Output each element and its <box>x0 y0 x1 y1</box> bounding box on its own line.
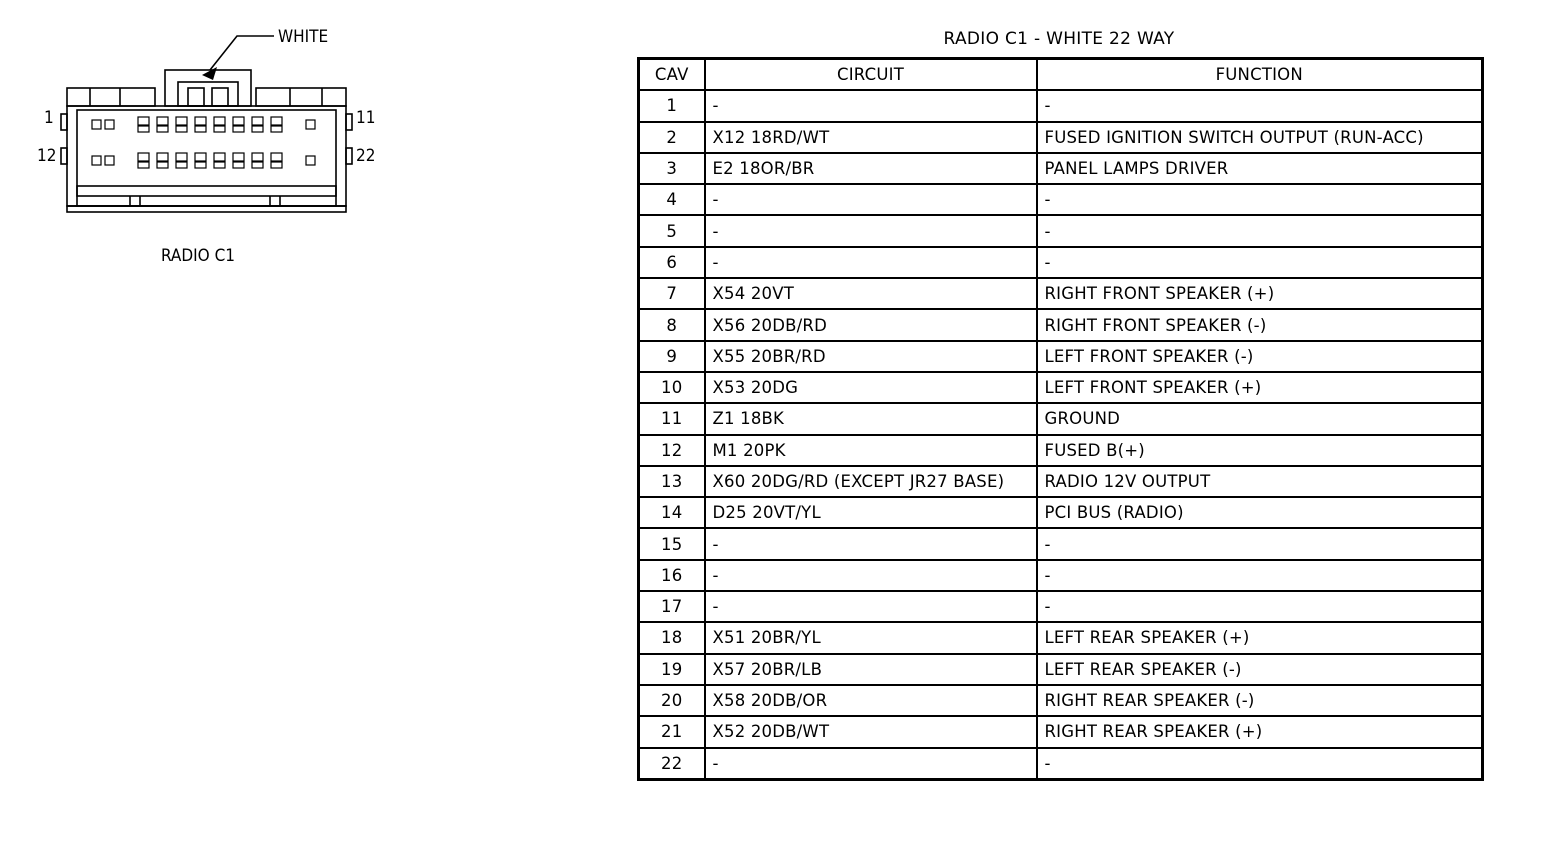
table-row <box>639 309 1483 340</box>
circuit-cell: X51 20BR/YL <box>705 622 1037 653</box>
function-cell: FUSED IGNITION SWITCH OUTPUT (RUN-ACC) <box>1037 122 1483 153</box>
circuit-cell: - <box>705 748 1037 780</box>
table-row <box>639 591 1483 622</box>
table-header-row <box>639 59 1483 91</box>
table-row <box>639 497 1483 528</box>
cav-cell: 4 <box>639 184 705 215</box>
function-cell: PANEL LAMPS DRIVER <box>1037 153 1483 184</box>
pin-label-bottom-right: 22 <box>356 146 376 166</box>
pin-label-top-left: 1 <box>44 108 54 128</box>
pin-label-bottom-left: 12 <box>37 146 57 166</box>
cav-cell: 10 <box>639 372 705 403</box>
table-row <box>639 153 1483 184</box>
cav-cell: 18 <box>639 622 705 653</box>
function-cell: RIGHT REAR SPEAKER (-) <box>1037 685 1483 716</box>
cav-cell: 13 <box>639 466 705 497</box>
function-cell: RIGHT FRONT SPEAKER (-) <box>1037 309 1483 340</box>
circuit-cell: X60 20DG/RD (EXCEPT JR27 BASE) <box>705 466 1037 497</box>
function-cell: - <box>1037 748 1483 780</box>
cav-cell: 19 <box>639 654 705 685</box>
function-cell: - <box>1037 215 1483 246</box>
table-row <box>639 403 1483 434</box>
circuit-cell: - <box>705 591 1037 622</box>
circuit-cell: X53 20DG <box>705 372 1037 403</box>
cav-cell: 3 <box>639 153 705 184</box>
circuit-cell: D25 20VT/YL <box>705 497 1037 528</box>
circuit-cell: Z1 18BK <box>705 403 1037 434</box>
function-cell: LEFT REAR SPEAKER (+) <box>1037 622 1483 653</box>
cav-cell: 2 <box>639 122 705 153</box>
header-circuit: CIRCUIT <box>705 59 1037 91</box>
table-title: RADIO C1 - WHITE 22 WAY <box>943 29 1175 49</box>
table-row <box>639 372 1483 403</box>
cav-cell: 12 <box>639 435 705 466</box>
cav-cell: 6 <box>639 247 705 278</box>
function-cell: GROUND <box>1037 403 1483 434</box>
circuit-cell: E2 18OR/BR <box>705 153 1037 184</box>
table-row <box>639 748 1483 780</box>
function-cell: LEFT FRONT SPEAKER (+) <box>1037 372 1483 403</box>
function-cell: - <box>1037 560 1483 591</box>
circuit-cell: - <box>705 560 1037 591</box>
connector-caption: RADIO C1 <box>161 246 235 266</box>
table-row <box>639 435 1483 466</box>
function-cell: - <box>1037 528 1483 559</box>
cav-cell: 17 <box>639 591 705 622</box>
circuit-cell: X57 20BR/LB <box>705 654 1037 685</box>
table-row <box>639 341 1483 372</box>
circuit-cell: X52 20DB/WT <box>705 716 1037 747</box>
connector-color-label: WHITE <box>278 27 329 47</box>
cavity-grid <box>92 117 315 168</box>
cav-cell: 14 <box>639 497 705 528</box>
circuit-cell: X58 20DB/OR <box>705 685 1037 716</box>
function-cell: PCI BUS (RADIO) <box>1037 497 1483 528</box>
cav-cell: 22 <box>639 748 705 780</box>
circuit-cell: M1 20PK <box>705 435 1037 466</box>
table-row <box>639 560 1483 591</box>
circuit-cell: - <box>705 90 1037 121</box>
function-cell: - <box>1037 184 1483 215</box>
cav-cell: 7 <box>639 278 705 309</box>
cav-cell: 9 <box>639 341 705 372</box>
connector-diagram <box>30 20 390 270</box>
function-cell: - <box>1037 591 1483 622</box>
circuit-cell: X55 20BR/RD <box>705 341 1037 372</box>
cav-cell: 8 <box>639 309 705 340</box>
circuit-cell: X54 20VT <box>705 278 1037 309</box>
cav-cell: 16 <box>639 560 705 591</box>
table-row <box>639 685 1483 716</box>
table-row <box>639 122 1483 153</box>
table-row <box>639 622 1483 653</box>
cav-cell: 11 <box>639 403 705 434</box>
cavity-row-top <box>92 117 315 132</box>
table-row <box>639 528 1483 559</box>
circuit-cell: - <box>705 215 1037 246</box>
header-function: FUNCTION <box>1037 59 1483 91</box>
function-cell: FUSED B(+) <box>1037 435 1483 466</box>
header-cav: CAV <box>639 59 705 91</box>
circuit-cell: - <box>705 247 1037 278</box>
table-row <box>639 716 1483 747</box>
cav-cell: 15 <box>639 528 705 559</box>
table-row <box>639 184 1483 215</box>
circuit-cell: - <box>705 184 1037 215</box>
cav-cell: 5 <box>639 215 705 246</box>
function-cell: - <box>1037 247 1483 278</box>
cav-cell: 21 <box>639 716 705 747</box>
table-row <box>639 654 1483 685</box>
circuit-cell: X12 18RD/WT <box>705 122 1037 153</box>
table-row <box>639 247 1483 278</box>
cavity-row-bottom <box>92 153 315 168</box>
pinout-table <box>637 57 1484 781</box>
function-cell: RIGHT FRONT SPEAKER (+) <box>1037 278 1483 309</box>
function-cell: RIGHT REAR SPEAKER (+) <box>1037 716 1483 747</box>
circuit-cell: X56 20DB/RD <box>705 309 1037 340</box>
table-row <box>639 215 1483 246</box>
callout-leader <box>210 36 274 70</box>
pin-label-top-right: 11 <box>356 108 376 128</box>
function-cell: RADIO 12V OUTPUT <box>1037 466 1483 497</box>
table-body <box>639 90 1483 779</box>
function-cell: - <box>1037 90 1483 121</box>
circuit-cell: - <box>705 528 1037 559</box>
function-cell: LEFT REAR SPEAKER (-) <box>1037 654 1483 685</box>
cav-cell: 20 <box>639 685 705 716</box>
cav-cell: 1 <box>639 90 705 121</box>
table-row <box>639 466 1483 497</box>
function-cell: LEFT FRONT SPEAKER (-) <box>1037 341 1483 372</box>
table-row <box>639 278 1483 309</box>
table-row <box>639 90 1483 121</box>
